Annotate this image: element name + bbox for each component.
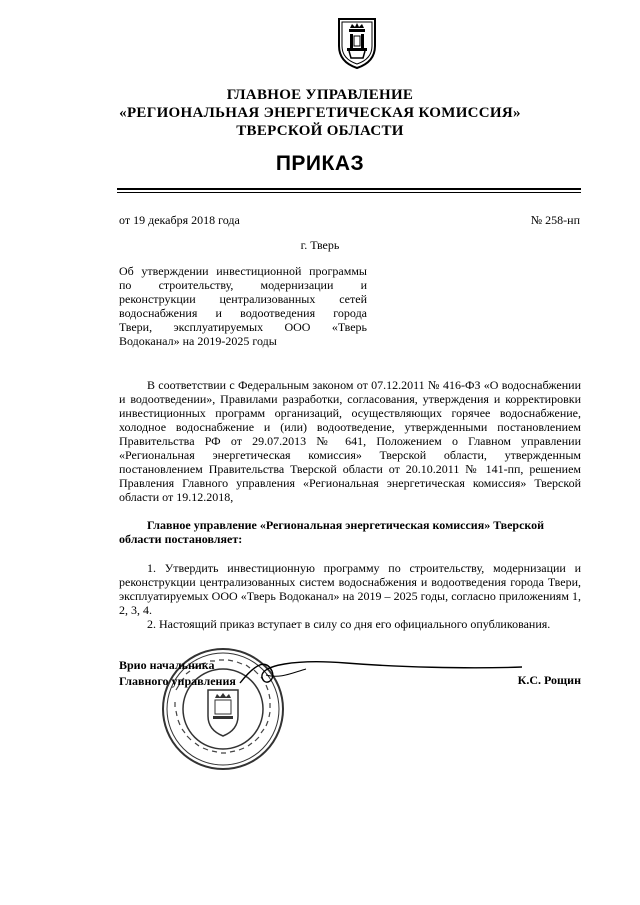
subject-line: по строительству, модернизации и [119, 278, 367, 292]
city: г. Тверь [300, 238, 340, 252]
document-type-title: ПРИКАЗ [275, 152, 365, 175]
resolves-line-2: области постановляет: [119, 532, 243, 546]
header-divider-thin [117, 192, 581, 193]
signatory-position-line-2: Главного управления [119, 674, 236, 688]
header-line-3: ТВЕРСКОЙ ОБЛАСТИ [236, 123, 404, 139]
subject-line: водоснабжения и водоотведения города [119, 306, 367, 320]
order-item-1: 1. Утвердить инвестиционную программу по строительству, модернизации и реконструкции централизованных систем водоснабжения и водоотведения города Твери, эксплуатируемых ООО «Тверь Водоканал» на 2019 – 2025 годы, согласно приложениям 1, 2, 3, 4. [119, 561, 581, 617]
order-subject [119, 264, 367, 348]
signatory-name: К.С. Рощин [517, 673, 581, 687]
resolves-line-1: Главное управление «Региональная энергетическая комиссия» Тверской [147, 518, 545, 532]
header-divider-thick [117, 188, 581, 190]
order-date: от 19 декабря 2018 года [119, 213, 240, 227]
subject-line: Об утверждении инвестиционной программы [119, 264, 367, 278]
order-item-2: 2. Настоящий приказ вступает в силу со дня его официального опубликования. [147, 617, 551, 631]
header-line-2: «РЕГИОНАЛЬНАЯ ЭНЕРГЕТИЧЕСКАЯ КОМИССИЯ» [119, 105, 521, 121]
handwritten-signature [236, 653, 526, 693]
subject-line: Твери, эксплуатируемых ООО «Тверь [119, 320, 367, 334]
order-number: № 258-нп [530, 213, 580, 227]
header-line-1: ГЛАВНОЕ УПРАВЛЕНИЕ [226, 87, 414, 103]
subject-line: Водоканал» на 2019-2025 годы [119, 334, 277, 348]
preamble-paragraph: В соответствии с Федеральным законом от 07.12.2011 № 416-ФЗ «О водоснабжении и водоотведении», Правилами разработки, согласования, утверждения и корректировки инвестиционных программ организаций, осуществляющих горячее водоснабжение, холодное водоснабжение и (или) водоотведение, утвержденными постановлением Правительства РФ от 29.07.2013 № 641, Положением о Главном управлении «Региональная энергетическая комиссия» Тверской области, утвержденным постановлением Правительства Тверской области от 20.10.2011 № 141-пп, решением Правления Главного управления «Региональная энергетическая комиссия» Тверской области от 19.12.2018, [119, 378, 581, 504]
signatory-position-line-1: Врио начальника [119, 658, 215, 672]
coat-of-arms-emblem-icon [336, 16, 378, 70]
subject-line: реконструкции централизованных сетей [119, 292, 367, 306]
